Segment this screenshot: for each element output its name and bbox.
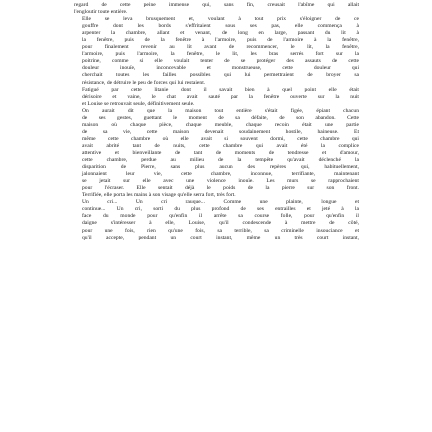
text-line: de sa vie, cette maison devenait soudainement hostile, haineuse. Et (82, 128, 359, 135)
paragraph-4 (74, 108, 359, 200)
book-page (74, 2, 359, 430)
paragraph-5 (74, 199, 359, 241)
text-line: poitrine, comme si elle voulait tenter de se protéger des assauts de cette (82, 58, 359, 65)
text-line: Fatigué par cette litanie dont il savait bien à quel point elle était (82, 86, 359, 93)
text-line: de ses gestes, guettant le moment de sa défaite, de son abandon. Cette (82, 114, 359, 121)
text-line: gouffre dont les bords s'effritaient sous ses pas, elle commença à (82, 23, 359, 30)
text-line: pour finalement revenir au lit avant de recommencer, le lit, la fenêtre, (82, 44, 359, 51)
text-line: pour l'écraser. Elle sentait déjà le poids de la pierre sur son front. (82, 185, 359, 192)
text-line: continue... Un cri, sorti du plus profond de ses entrailles et jeté à la (82, 206, 359, 213)
text-line: la fenêtre, puis de la fenêtre à l'armoire, puis de l'armoire à la fenêtre, (82, 37, 359, 44)
paragraph-3 (74, 87, 359, 108)
text-line: disparition de Pierre, sans plus aucun des repères qui, habituellement, (82, 164, 359, 171)
text-body (74, 2, 359, 242)
text-line: qu'il accepte, pendant un court instant, même un très court instant, (82, 234, 359, 241)
text-line: daigne s'intéresser à elle, Louise, qu'il condescende à mettre de côté, (82, 220, 359, 227)
text-line: regard de cette peine immense qui, sans fin, creusait l'abîme qui allait (74, 2, 359, 8)
text-line: dérisoire et vaine, le chat avait sauté par la fenêtre ouverte sur la nuit (82, 93, 359, 100)
text-line: douleur inouïe, inconcevable et monstrueuse, cette douleur qui (82, 65, 359, 72)
text-line: avait abrité tant de nuits, cette chambre qui avait été la complice (82, 142, 359, 149)
paragraph-2 (74, 16, 359, 86)
text-line: l'armoire, puis l'armoire, la fenêtre, le lit, les bras serrés fort sur la (82, 51, 359, 58)
text-line: et Louise se retrouvait seule, définitivement seule. (82, 100, 195, 107)
text-line: même cette chambre où elle avait si souvent dormi, cette chambre qui (82, 135, 359, 142)
text-line: pour une fois, rien qu'une fois, sa terrible, sa criminelle insouciance et (82, 227, 359, 234)
text-line: maison où chaque pièce, chaque meuble, chaque recoin était une partie (82, 121, 359, 128)
text-line: l'engloutir toute entière. (74, 9, 128, 16)
text-line: cette chambre, perdue au milieu de la tempête qu'avait déclenché la (82, 157, 359, 164)
paragraph-1 (74, 2, 359, 16)
text-line: résistance, de détruire le peu de forces qui lui restaient. (82, 79, 206, 86)
text-line: cherchait toutes les failles possibles qui lui permettraient de broyer sa (82, 72, 359, 79)
text-line: se jetait sur elle avec une violence inouïe. Les murs se rapprochaient (82, 178, 359, 185)
text-line: Terrifiée, elle porta les mains à son visage qu'elle serra fort, très fort. (82, 192, 236, 199)
text-line: Elle se leva brusquement et, voulant à tout prix s'éloigner de ce (82, 16, 359, 23)
text-line: arpenter la chambre, allant et venant, de long en large, passant du lit à (82, 30, 359, 37)
text-line: face du monde pour qu'enfin il arrête sa course folle, pour qu'enfin il (82, 213, 359, 220)
text-line: attentive et bienveillante de tant de moments de tendresse et d'amour, (82, 149, 359, 156)
text-line: jalonnaient leur vie, cette chambre, inconnue, terrifiante, maintenant (82, 171, 359, 178)
text-line: Un cri... Un cri rauque... Comme une plainte, longue et (82, 199, 359, 206)
text-line: On aurait dit que la maison tout entière s'était figée, épiant chacun (82, 107, 359, 114)
